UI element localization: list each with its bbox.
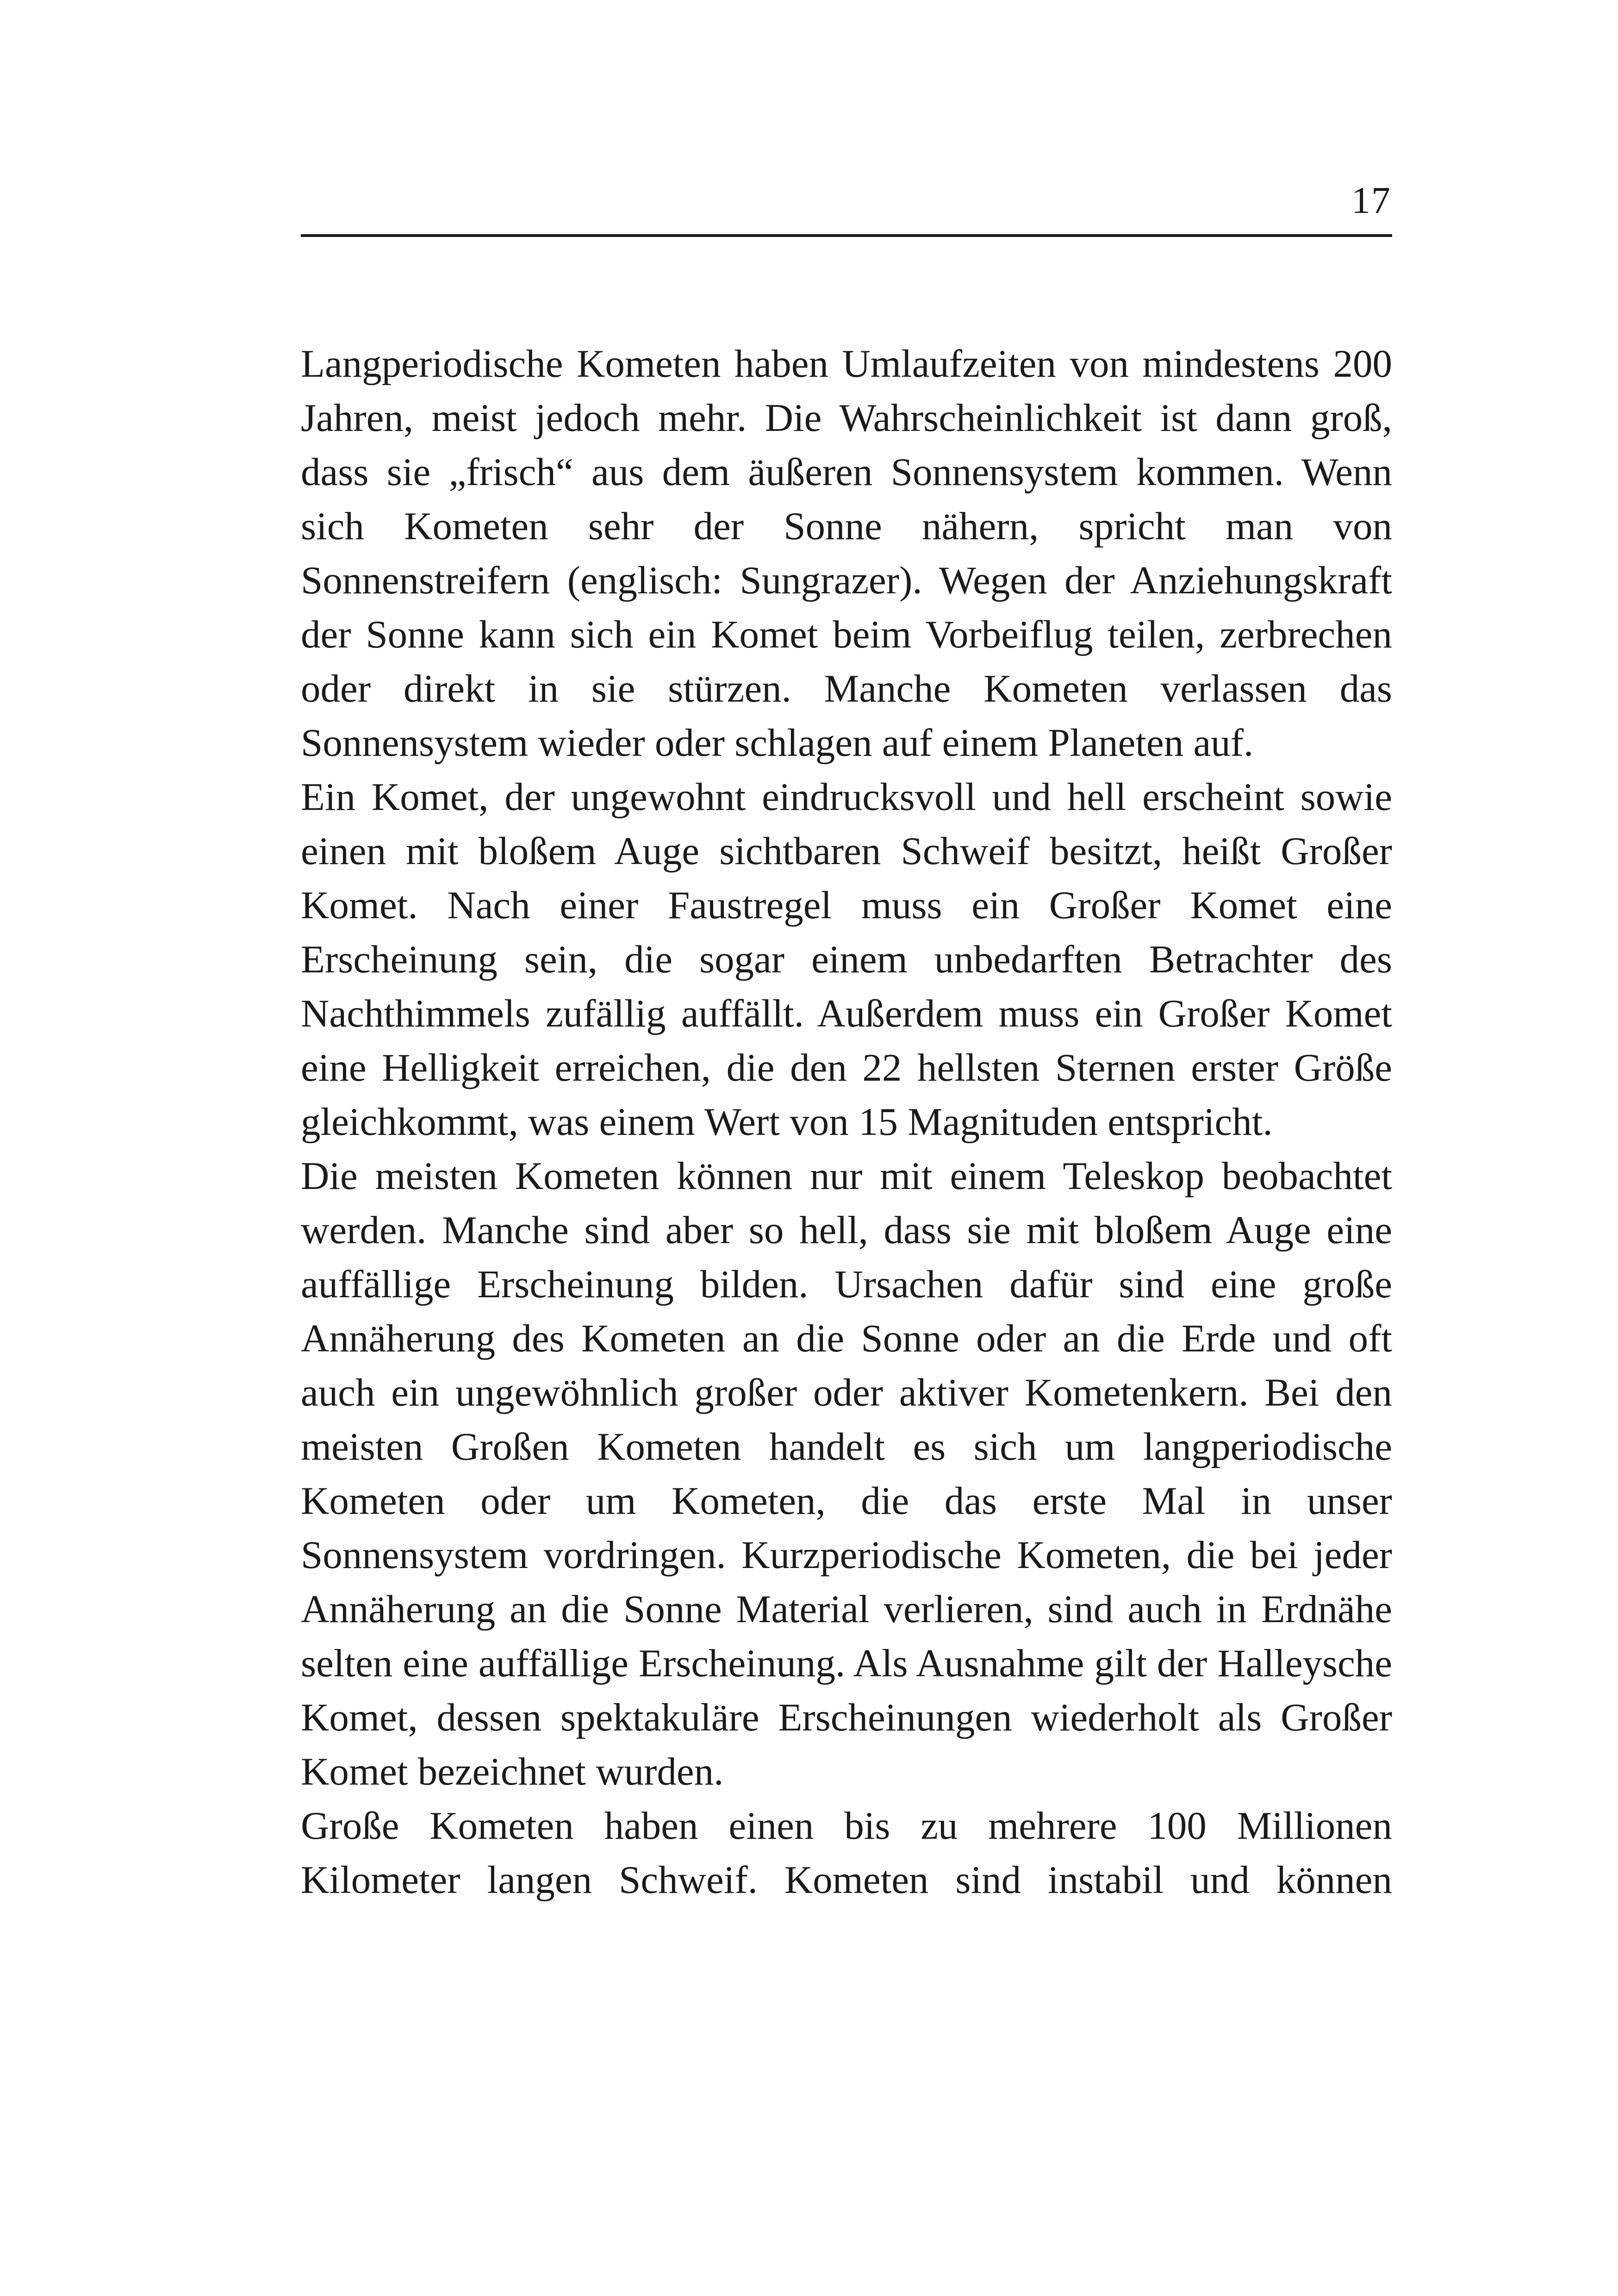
paragraph-2: Ein Komet, der ungewohnt eindrucksvoll und hell erscheint sowie einen mit bloßem Auge sichtbaren Schweif besitzt, heißt Großer Komet. Nach einer Faustregel muss ein Großer Komet eine Erscheinung sein, die sogar einem unbedarften Betrachter des Nachthimmels zufällig auffällt. Außerdem muss ein Großer Komet eine Helligkeit erreichen, die den 22 hellsten Sternen erster Größe gleichkommt, was einem Wert von 15 Magnituden entspricht. (301, 775, 1392, 1144)
page-number: 17 (1351, 179, 1391, 221)
paragraph-4: Große Kometen haben einen bis zu mehrere 100 Millionen Kilometer langen Schweif. Kometen sind instabil und können (301, 1804, 1392, 1902)
body-text (301, 337, 1392, 1907)
header-rule (301, 234, 1392, 237)
paragraph-3: Die meisten Kometen können nur mit einem Teleskop beobachtet werden. Manche sind aber so hell, dass sie mit bloßem Auge eine auffällige Erscheinung bilden. Ursachen dafür sind eine große Annäherung des Kometen an die Sonne oder an die Erde und oft auch ein ungewöhnlich großer oder aktiver Kometenkern. Bei den meisten Großen Kometen handelt es sich um langperiodische Kometen oder um Kometen, die das erste Mal in unser Sonnensystem vordringen. Kurzperiodische Kometen, die bei jeder Annäherung an die Sonne Material verlieren, sind auch in Erdnähe selten eine auffällige Erscheinung. Als Ausnahme gilt der Halleysche Komet, dessen spektakuläre Erscheinungen wiederholt als Großer Komet bezeichnet wurden. (301, 1154, 1392, 1793)
paragraph-1: Langperiodische Kometen haben Umlaufzeiten von mindestens 200 Jahren, meist jedoch mehr. Die Wahrscheinlichkeit ist dann groß, dass sie „frisch“ aus dem äußeren Sonnensystem kommen. Wenn sich Kometen sehr der Sonne nähern, spricht man von Sonnenstreifern (englisch: Sungrazer). Wegen der Anziehungskraft der Sonne kann sich ein Komet beim Vorbeiflug teilen, zerbrechen oder direkt in sie stürzen. Manche Kometen verlassen das Sonnensystem wieder oder schlagen auf einem Planeten auf. (301, 342, 1392, 765)
